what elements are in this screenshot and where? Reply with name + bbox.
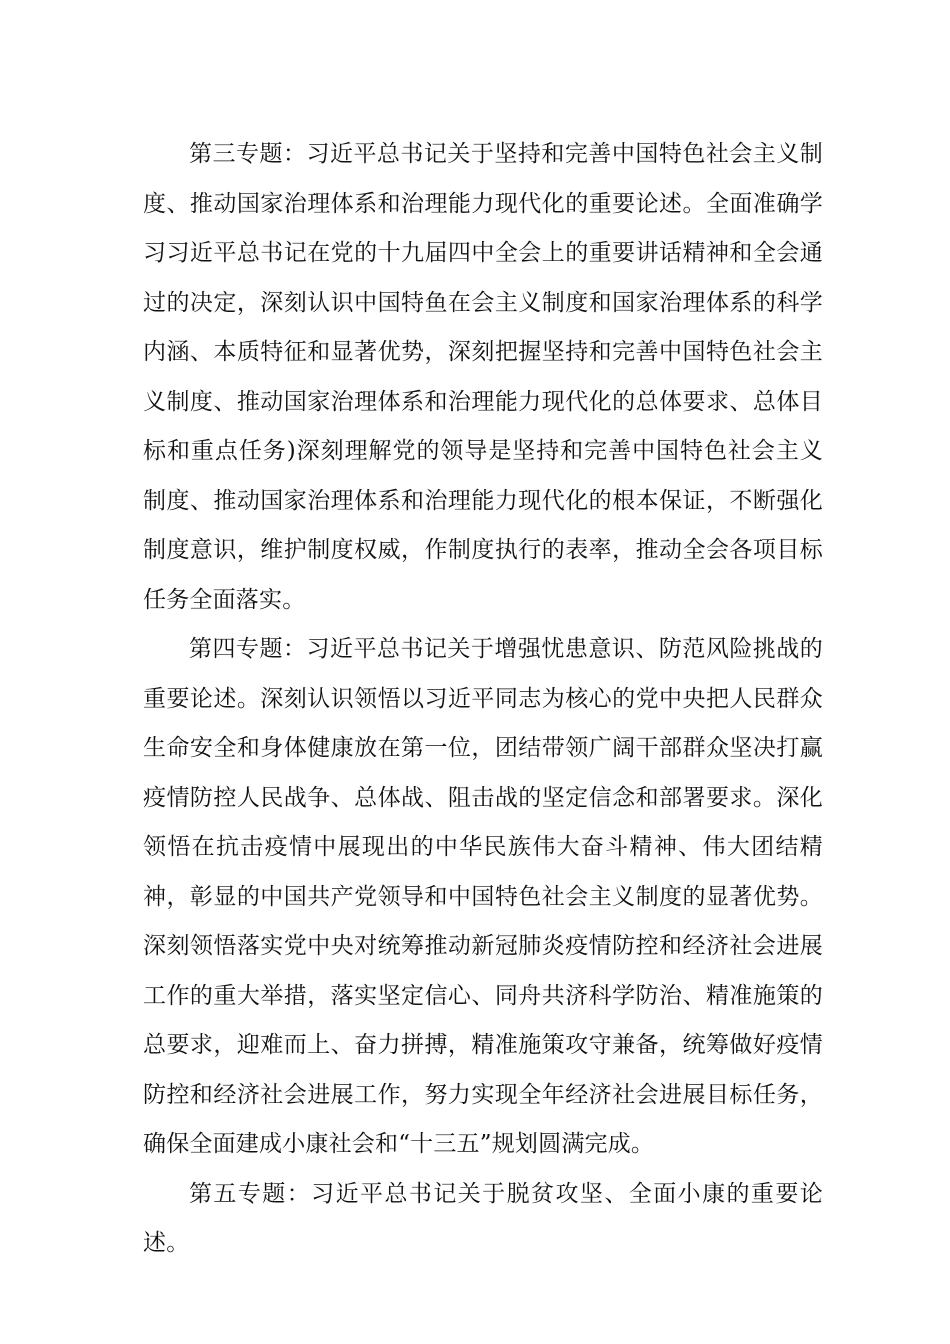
document-body: [143, 130, 823, 1269]
paragraph-topic-five: 第五专题：习近平总书记关于脱贫攻坚、全面小康的重要论述。: [143, 1180, 823, 1256]
paragraph-topic-four: 第四专题：习近平总书记关于增强忧患意识、防范风险挑战的重要论述。深刻认识领悟以习近平同志为核心的党中央把人民群众生命安全和身体健康放在第一位，团结带领广阔干部群众坚决打赢疫情防控人民战争、总体战、阻击战的坚定信念和部署要求。深化领悟在抗击疫情中展现出的中华民族伟大奋斗精神、伟大团结精神，彰显的中国共产党领导和中国特色社会主义制度的显著优势。深刻领悟落实党中央对统筹推动新冠肺炎疫情防控和经济社会进展工作的重大举措，落实坚定信心、同舟共济科学防治、精准施策的总要求，迎难而上、奋力拼搏，精准施策攻守兼备，统筹做好疫情防控和经济社会进展工作，努力实现全年经济社会进展目标任务，确保全面建成小康社会和“十三五”规划圆满完成。: [143, 636, 823, 1157]
paragraph-topic-three: 第三专题：习近平总书记关于坚持和完善中国特色社会主义制度、推动国家治理体系和治理能力现代化的重要论述。全面准确学习习近平总书记在党的十九届四中全会上的重要讲话精神和全会通过的决定，深刻认识中国特鱼在会主义制度和国家治理体系的科学内涵、本质特征和显著优势，深刻把握坚持和完善中国特色社会主义制度、推动国家治理体系和治理能力现代化的总体要求、总体目标和重点任务)深刻理解党的领导是坚持和完善中国特色社会主义制度、推动国家治理体系和治理能力现代化的根本保证，不断强化制度意识，维护制度权威，作制度执行的表率，推动全会各项目标任务全面落实。: [143, 141, 823, 613]
